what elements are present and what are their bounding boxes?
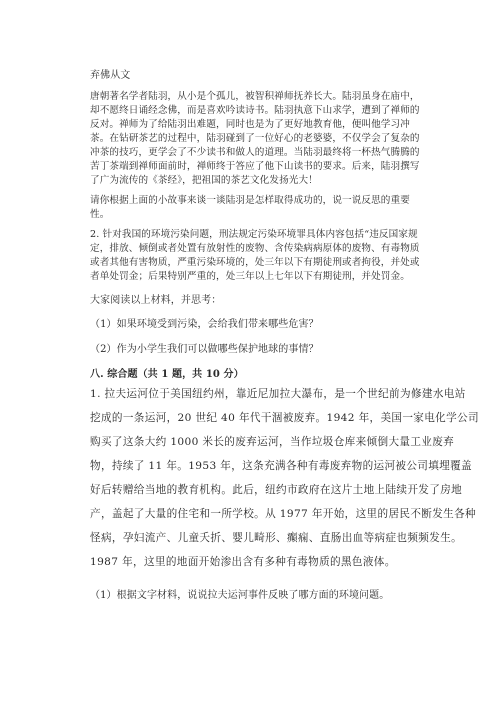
story-question-line: 请你根据上面的小故事来谈一谈陆羽是怎样取得成功的，说一说反思的重要	[90, 195, 410, 206]
question-2-line: 2. 针对我国的环境污染问题，刑法规定污染环境罪具体内容包括“违反国家规	[90, 229, 418, 240]
section-8-sub-1: （1）根据文字材料，说说拉夫运河事件反映了哪方面的环境问题。	[90, 590, 390, 601]
section-8-paragraph-line: 1. 拉夫运河位于美国纽约州，靠近尼加拉大瀑布，是一个世纪前为修建水电站	[90, 388, 466, 400]
question-2-prompt: 大家阅读以上材料，并思考：	[90, 295, 222, 306]
story-paragraph-line: 唐朝著名学者陆羽，从小是个孤儿，被智积禅师抚养长大。陆羽虽身在庙中，	[90, 91, 420, 102]
story-title: 弃佛从文	[90, 70, 131, 81]
story-paragraph-line: 了广为流传的《茶经》，把祖国的茶艺文化发扬光大！	[90, 175, 318, 186]
section-8-paragraph-line: 好后转赠给当地的教育机构。此后，纽约市政府在这片土地上陆续开发了房地	[90, 484, 463, 496]
question-2-line: 者单处罚金；后果特别严重的，处三年以上七年以下有期徒刑，并处罚金。	[90, 271, 410, 282]
section-8-paragraph-line: 1987 年，这里的地面开始渗出含有多种有毒物质的黑色液体。	[90, 556, 396, 568]
story-paragraph-line: 茶。在钻研茶艺的过程中，陆羽碰到了一位好心的老婆婆，不仅学会了复杂的	[90, 133, 420, 144]
story-question-line: 性。	[90, 209, 110, 220]
question-2-line: 或者其他有害物质，严重污染环境的，处三年以下有期徒刑或者拘役，并处或	[90, 257, 420, 268]
section-8-heading: 八. 综合题（共 1 题，共 10 分）	[90, 369, 244, 380]
question-2-line: 定，排放、倾倒或者处置有放射性的废物、含传染病病原体的废物、有毒物质	[90, 243, 420, 254]
section-8-paragraph-line: 怪病，孕妇流产、儿童夭折、婴儿畸形、癫痫、直肠出血等病症也频频发生。	[90, 532, 463, 544]
story-paragraph-line: 反对。禅师为了给陆羽出难题，同时也是为了更好地教育他，便叫他学习冲	[90, 119, 410, 130]
section-8-paragraph-line: 购买了这条大约 1000 米长的废弃运河，当作垃圾仓库来倾倒大量工业废弃	[90, 436, 455, 448]
section-8-paragraph-line: 物，持续了 11 年。1953 年，这条充满各种有毒废弃物的运河被公司填埋覆盖	[90, 460, 473, 472]
question-2-sub-1: （1）如果环境受到污染，会给我们带来哪些危害？	[90, 319, 319, 330]
section-8-paragraph-line: 产，盖起了大量的住宅和一所学校。从 1977 年开始，这里的居民不断发生各种	[90, 508, 476, 520]
question-2-sub-2: （2）作为小学生我们可以做哪些保护地球的事情？	[90, 344, 319, 355]
story-paragraph-line: 却不愿终日诵经念佛，而是喜欢吟读诗书。陆羽执意下山求学，遭到了禅师的	[90, 105, 420, 116]
story-paragraph-line: 苦丁茶端到禅师面前时，禅师终于答应了他下山读书的要求。后来，陆羽撰写	[90, 161, 420, 172]
story-paragraph-line: 冲茶的技巧，更学会了不少读书和做人的道理。当陆羽最终将一杯热气腾腾的	[90, 147, 420, 158]
section-8-paragraph-line: 挖成的一条运河，20 世纪 40 年代干涸被废弃。1942 年，美国一家电化学公司	[90, 412, 479, 424]
